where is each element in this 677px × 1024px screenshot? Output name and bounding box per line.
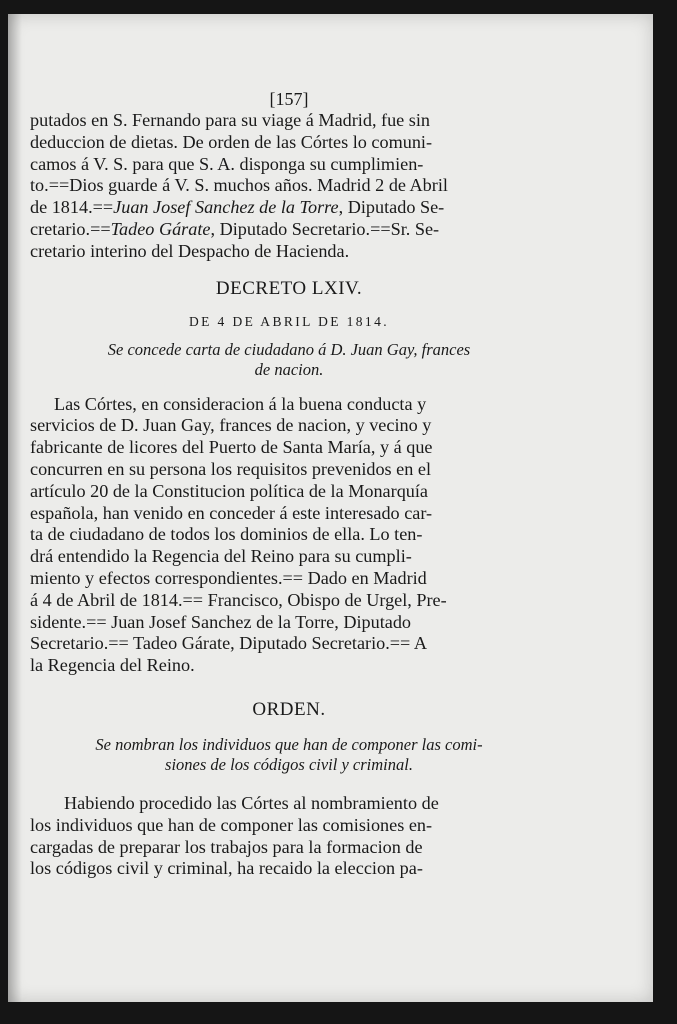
decree-title: DECRETO LXIV.	[215, 277, 363, 299]
text-span: ta de ciudadano de todos los dominios de ella. Lo ten-	[30, 524, 423, 545]
text-span: fabricante de licores del Puerto de Santa María, y á que	[30, 437, 433, 458]
text-span: deduccion de dietas. De orden de las Córtes lo comuni-	[30, 131, 433, 152]
text-span: camos á V. S. para que S. A. disponga su cumplimien-	[30, 153, 424, 174]
text-line	[30, 394, 548, 416]
text-span: concurren en su persona los requisitos prevenidos en el	[30, 458, 432, 479]
text-span: los individuos que han de componer las comisiones en-	[30, 814, 433, 835]
decree-summary	[30, 340, 548, 380]
text-line	[30, 590, 548, 612]
text-span: artículo 20 de la Constitucion política de la Monarquía	[30, 480, 429, 501]
text-span: española, han venido en conceder á este interesado car-	[30, 502, 433, 523]
text-span: servicios de D. Juan Gay, frances de nacion, y vecino y	[30, 415, 432, 436]
text-span: drá entendido la Regencia del Reino para su cumpli-	[30, 546, 412, 567]
order-summary	[30, 735, 548, 775]
text-span: Sr. Se-	[390, 218, 440, 239]
separator-mark: ==	[92, 197, 114, 218]
summary-line: Se nombran los individuos que han de componer las comi-	[95, 734, 483, 754]
summary-line: siones de los códigos civil y criminal.	[165, 754, 413, 774]
text-line	[30, 524, 548, 546]
separator-mark: ==	[48, 175, 70, 196]
text-span: de 1814.	[30, 197, 93, 218]
separator-mark: ==	[370, 218, 391, 239]
decree-body	[30, 394, 548, 677]
text-span: Habiendo procedido las Córtes al nombramiento de	[64, 792, 439, 813]
text-line	[30, 568, 548, 590]
text-line	[30, 655, 548, 677]
text-line	[30, 132, 548, 154]
text-line	[30, 612, 548, 634]
text-span: cargadas de preparar los trabajos para la formacion de	[30, 836, 423, 857]
text-span: los códigos civil y criminal, ha recaido la eleccion pa-	[30, 858, 423, 879]
text-span: miento y efectos correspondientes.== Dado en Madrid	[30, 567, 427, 588]
text-span: Secretario.== Tadeo Gárate, Diputado Secretario.== A	[30, 633, 427, 654]
text-line	[30, 110, 548, 132]
text-line	[30, 415, 548, 437]
text-span: putados en S. Fernando para su viage á Madrid, fue sin	[30, 110, 431, 130]
text-span: cretario.	[30, 218, 91, 239]
text-line	[30, 437, 548, 459]
text-span: , Diputado Secretario.	[210, 218, 371, 239]
text-line	[30, 197, 548, 219]
text-line	[30, 503, 548, 525]
page-number: [157]	[269, 89, 309, 109]
text-span: á 4 de Abril de 1814.== Francisco, Obispo de Urgel, Pre-	[30, 589, 447, 610]
text-span: to.	[30, 175, 49, 196]
text-line	[30, 175, 548, 197]
text-span: la Regencia del Reino.	[30, 655, 195, 676]
page-text	[30, 88, 548, 880]
text-span: cretario interino del Despacho de Hacienda.	[30, 240, 350, 261]
text-line	[30, 815, 548, 837]
text-line	[30, 633, 548, 655]
text-line	[30, 241, 548, 263]
order-title: ORDEN.	[252, 698, 326, 720]
text-span: sidente.== Juan Josef Sanchez de la Torre, Diputado	[30, 611, 412, 632]
text-span: Dios guarde á V. S. muchos años. Madrid 2 de Abril	[69, 175, 448, 196]
order-body	[30, 793, 548, 880]
text-line	[30, 219, 548, 241]
text-line	[30, 793, 548, 815]
text-line	[30, 858, 548, 880]
separator-mark: ==	[90, 218, 111, 239]
text-line	[30, 459, 548, 481]
summary-line: Se concede carta de ciudadano á D. Juan Gay, frances	[107, 339, 471, 359]
text-span: Las Córtes, en consideracion á la buena conducta y	[54, 393, 427, 414]
text-span: , Diputado Se-	[338, 197, 445, 218]
signatory-name: Juan Josef Sanchez de la Torre	[113, 197, 339, 218]
text-line	[30, 546, 548, 568]
book-page	[8, 14, 653, 1002]
text-line	[30, 481, 548, 503]
text-line	[30, 837, 548, 859]
summary-line: de nacion.	[254, 359, 324, 379]
signatory-name: Tadeo Gárate	[110, 218, 211, 239]
text-line	[30, 154, 548, 176]
decree-date: DE 4 DE ABRIL DE 1814.	[188, 313, 390, 329]
continuation-text	[30, 110, 548, 263]
